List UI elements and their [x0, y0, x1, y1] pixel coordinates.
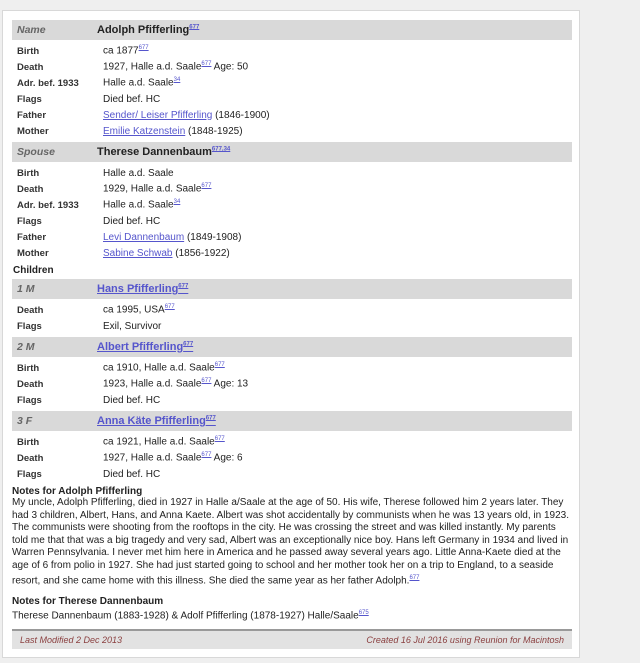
fact-value [103, 216, 160, 227]
source-ref-link[interactable]: 677 [201, 378, 212, 385]
fact-text: Died bef. HC [103, 93, 161, 105]
fact-extra: Age: 6 [211, 452, 243, 464]
fact-label: Birth [17, 362, 40, 374]
fact-row [12, 245, 572, 261]
parent-link[interactable]: Emilie Katzenstein [103, 125, 186, 137]
fact-row [12, 450, 572, 466]
spouse-label: Spouse [17, 146, 55, 158]
fact-row [12, 59, 572, 75]
source-ref-link[interactable]: 677 [214, 436, 225, 443]
fact-text: Exil, Survivor [103, 320, 162, 332]
fact-value [103, 395, 160, 406]
source-ref-link[interactable]: 677 [409, 575, 420, 581]
fact-label: Adr. bef. 1933 [17, 199, 79, 211]
parent-link[interactable]: Sabine Schwab [103, 247, 173, 259]
fact-row [12, 434, 572, 450]
fact-row [12, 181, 572, 197]
fact-label: Mother [17, 247, 49, 259]
fact-label: Birth [17, 167, 40, 179]
fact-row [12, 376, 572, 392]
fact-label: Flags [17, 215, 42, 227]
spouse-facts [12, 165, 572, 261]
fact-value [103, 232, 241, 243]
fact-value [103, 362, 225, 373]
fact-text: ca 1877 [103, 45, 139, 57]
fact-label: Flags [17, 394, 42, 406]
fact-value [103, 378, 248, 389]
fact-extra: (1848-1925) [185, 125, 243, 137]
fact-extra: (1849-1908) [184, 231, 242, 243]
notes-heading-adolph: Notes for Adolph Pfifferling [12, 486, 143, 497]
source-ref-link[interactable]: 677 [138, 45, 149, 52]
fact-text: 1927, Halle a.d. Saale [103, 452, 202, 464]
source-ref-link[interactable]: 677 [183, 341, 194, 348]
parent-link[interactable]: Levi Dannenbaum [103, 231, 185, 243]
fact-text: Halle a.d. Saale [103, 77, 174, 89]
fact-extra: (1856-1922) [172, 247, 230, 259]
source-ref-link[interactable]: 675 [358, 609, 369, 616]
person-name: Adolph Pfifferling$^{677}$ [97, 24, 200, 36]
person-header [12, 20, 572, 40]
child-label: 3 F [17, 415, 33, 427]
source-ref-link[interactable]: 677,34 [211, 146, 231, 153]
background-strip [583, 0, 640, 663]
notes-body-adolph: My uncle, Adolph Pfifferling, died in 1927 in Halle a/Saale at the age of 50. His wife, Therese followed him 2 years later. They had 3 children, Albert, Hans, and Anna Kaete. Albert was shot accidentally by communists when he was 13 years old, in 1923. The communists were shooting from the rooftops in the city. He was crossing the street and was killed instantly. My parents told me that that was a big tragedy and very sad, Albert was an exceptionally nice boy. Hans left Germany in 1934 and lived in Warren Pennsylvania. I never met him here in America and he passed away several years ago. Little Anna-Kaete died at the age of 6 from polio in 1927. She had just started going to school and her mother took her on a trip to England, to a seaside resort, and she came home with this illness. She died the same year as her father Adolph.$^{677}$ [12, 497, 569, 587]
fact-row [12, 43, 572, 59]
fact-row [12, 123, 572, 139]
child-facts [12, 302, 572, 334]
fact-row [12, 213, 572, 229]
fact-text: Died bef. HC [103, 394, 161, 406]
source-ref-link[interactable]: 677 [201, 452, 212, 459]
child-name: Hans Pfifferling [97, 283, 179, 295]
fact-label: Birth [17, 45, 40, 57]
source-ref-link[interactable]: 34 [173, 199, 181, 206]
child-header [12, 337, 572, 357]
page-footer [12, 629, 572, 649]
fact-row [12, 91, 572, 107]
fact-row [12, 392, 572, 408]
child-name-link[interactable] [97, 283, 188, 295]
fact-text: Halle a.d. Saale [103, 199, 174, 211]
fact-row [12, 165, 572, 181]
fact-value [103, 436, 225, 447]
fact-label: Death [17, 61, 44, 73]
fact-row [12, 197, 572, 213]
child-label: 1 M [17, 283, 35, 295]
fact-text: ca 1921, Halle a.d. Saale [103, 436, 215, 448]
spouse-header [12, 142, 572, 162]
fact-row [12, 107, 572, 123]
family-record-card [2, 10, 580, 658]
fact-text: 1923, Halle a.d. Saale [103, 378, 202, 390]
fact-label: Death [17, 452, 44, 464]
source-ref-link[interactable]: 677 [178, 283, 189, 290]
fact-value [103, 304, 175, 315]
notes-heading-therese: Notes for Therese Dannenbaum [12, 595, 164, 607]
person-facts [12, 43, 572, 139]
created-info: Created 16 Jul 2016 using Reunion for Macintosh [366, 635, 564, 645]
last-modified: Last Modified 2 Dec 2013 [20, 635, 123, 645]
child-name: Anna Käte Pfifferling [97, 415, 206, 427]
fact-value [103, 183, 211, 194]
fact-text: ca 1910, Halle a.d. Saale [103, 362, 215, 374]
fact-row [12, 75, 572, 91]
fact-row [12, 302, 572, 318]
source-ref-link[interactable]: 677 [214, 362, 225, 369]
child-name-link[interactable] [97, 415, 216, 427]
parent-link[interactable]: Sender/ Leiser Pfifferling [103, 109, 213, 121]
fact-label: Death [17, 183, 44, 195]
fact-text: 1927, Halle a.d. Saale [103, 61, 202, 73]
children-heading: Children [13, 265, 54, 276]
fact-value [103, 110, 270, 121]
fact-value [103, 469, 160, 480]
fact-label: Flags [17, 468, 42, 480]
fact-extra: Age: 50 [211, 61, 249, 73]
fact-value [103, 168, 174, 179]
fact-extra: Age: 13 [211, 378, 249, 390]
source-ref-link[interactable]: 677 [201, 61, 212, 68]
child-header [12, 279, 572, 299]
fact-label: Birth [17, 436, 40, 448]
record-content [12, 20, 572, 623]
child-name-link[interactable] [97, 341, 193, 353]
child-label: 2 M [17, 341, 35, 353]
source-ref-link[interactable]: 677 [205, 415, 216, 422]
fact-text: ca 1995, USA [103, 304, 165, 316]
fact-row [12, 229, 572, 245]
notes-body-therese: Therese Dannenbaum (1883-1928) & Adolf Pfifferling (1878-1927) Halle/Saale$^{675}$ [12, 609, 369, 622]
source-ref-link[interactable]: 34 [173, 77, 181, 84]
fact-label: Father [17, 231, 47, 243]
child-header [12, 411, 572, 431]
fact-label: Flags [17, 93, 42, 105]
fact-row [12, 360, 572, 376]
fact-label: Death [17, 378, 44, 390]
source-ref-link[interactable]: 677 [189, 24, 200, 31]
fact-value [103, 45, 149, 56]
child-name: Albert Pfifferling [97, 341, 184, 353]
fact-label: Father [17, 109, 47, 121]
fact-row [12, 466, 572, 482]
fact-value [103, 126, 243, 137]
fact-label: Death [17, 304, 44, 316]
spouse-name: Therese Dannenbaum$^{677,34}$ [97, 146, 231, 158]
fact-extra: (1846-1900) [212, 109, 270, 121]
source-ref-link[interactable]: 677 [164, 304, 175, 311]
person-label: Name [17, 24, 46, 36]
fact-text: Died bef. HC [103, 215, 161, 227]
fact-value [103, 248, 230, 259]
children-list [12, 279, 572, 482]
fact-value [103, 452, 243, 463]
fact-value [103, 77, 180, 88]
fact-label: Flags [17, 320, 42, 332]
fact-value [103, 61, 248, 72]
fact-text: Died bef. HC [103, 468, 161, 480]
fact-label: Adr. bef. 1933 [17, 77, 79, 89]
fact-value [103, 321, 161, 332]
child-facts [12, 434, 572, 482]
fact-text: 1929, Halle a.d. Saale [103, 183, 202, 195]
source-ref-link[interactable]: 677 [201, 183, 212, 190]
child-facts [12, 360, 572, 408]
fact-value [103, 199, 180, 210]
fact-label: Mother [17, 125, 49, 137]
fact-value [103, 94, 160, 105]
fact-row [12, 318, 572, 334]
fact-text: Halle a.d. Saale [103, 167, 174, 179]
